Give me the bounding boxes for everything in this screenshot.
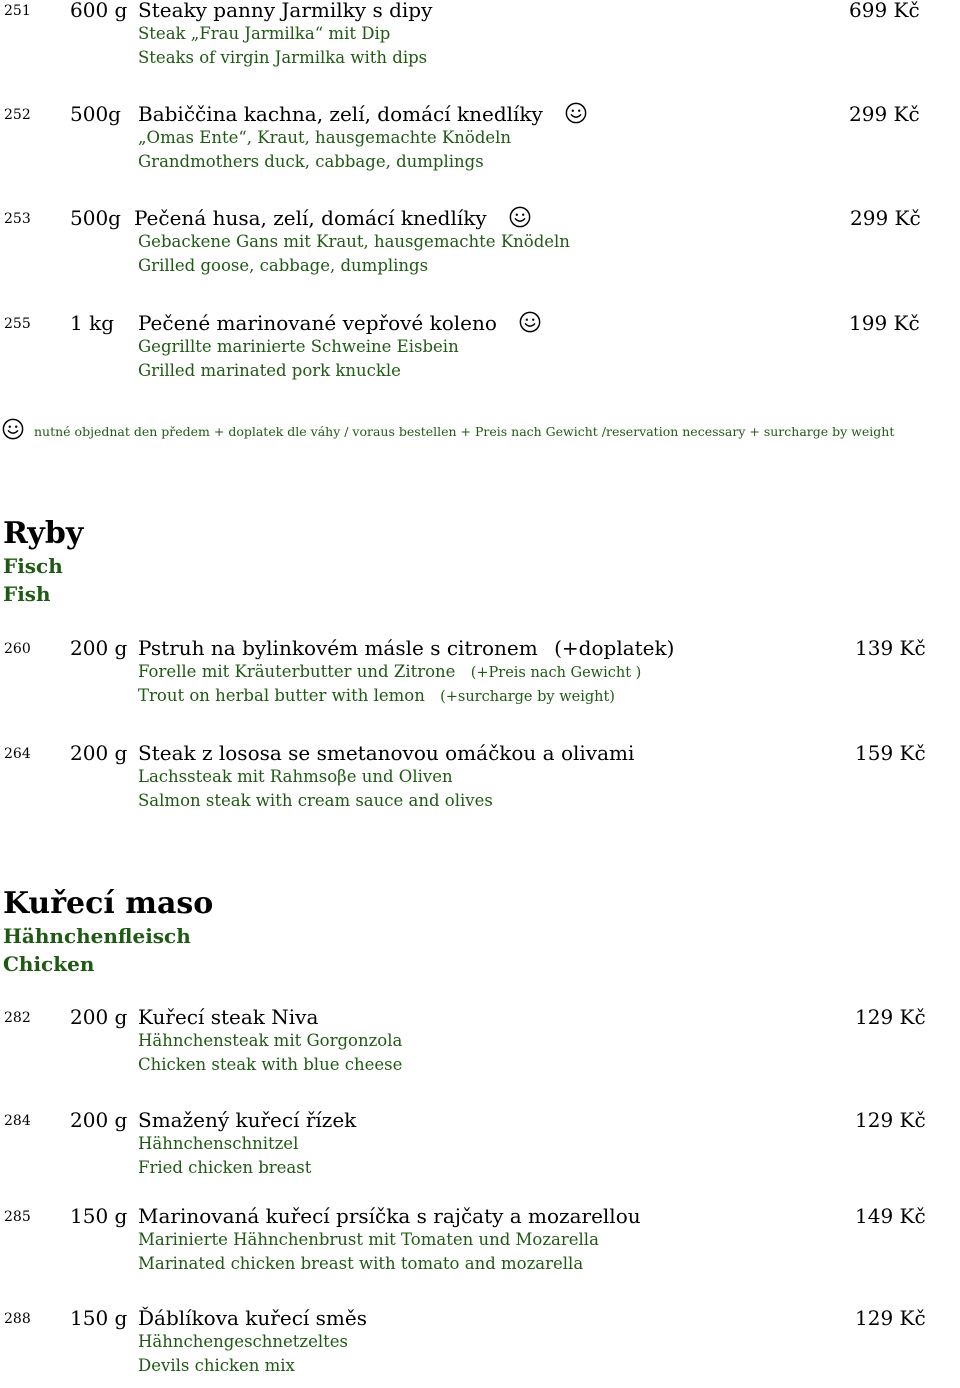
item-name-german: Gebackene Gans mit Kraut, hausgemachte Knödeln	[138, 232, 570, 251]
section-subtitle-german: Hähnchenfleisch	[3, 924, 191, 948]
item-weight: 150 g	[70, 1306, 128, 1330]
smiley-icon	[2, 418, 24, 440]
item-weight: 1 kg	[70, 311, 115, 335]
menu-item-284	[0, 1110, 960, 1190]
item-number: 255	[4, 316, 31, 332]
menu-item-264	[0, 743, 960, 823]
section-title-chicken: Kuřecí maso	[3, 886, 214, 921]
menu-item-255	[0, 313, 960, 393]
menu-item-282	[0, 1007, 960, 1087]
menu-item-285	[0, 1206, 960, 1286]
section-title-fish: Ryby	[3, 516, 84, 551]
item-name: Smažený kuřecí řízek	[138, 1108, 357, 1132]
item-name-english-wrap	[138, 686, 615, 705]
item-name-german-wrap	[138, 662, 641, 681]
item-name-wrap	[138, 102, 587, 126]
item-name-german: Hähnchensteak mit Gorgonzola	[138, 1031, 403, 1050]
item-name-wrap	[138, 311, 541, 335]
item-name-wrap	[138, 636, 674, 660]
item-name: Ďáblíkova kuřecí směs	[138, 1306, 367, 1330]
item-english-extra: (+surcharge by weight)	[440, 689, 615, 705]
item-name-german: „Omas Ente“, Kraut, hausgemachte Knödeln	[138, 128, 512, 147]
item-price: 299 Kč	[850, 206, 921, 230]
item-weight: 200 g	[70, 636, 128, 660]
item-weight: 500g	[70, 102, 121, 126]
item-weight: 600 g	[70, 0, 128, 22]
item-number: 260	[4, 641, 31, 657]
item-name-english: Steaks of virgin Jarmilka with dips	[138, 48, 428, 67]
item-name: Pečená husa, zelí, domácí knedlíky	[134, 206, 487, 230]
item-weight: 150 g	[70, 1204, 128, 1228]
section-subtitle-english: Fish	[3, 582, 51, 606]
reservation-note-text: nutné objednat den předem + doplatek dle váhy / voraus bestellen + Preis nach Gewicht /reservation necessary + surcharge by weight	[34, 424, 895, 439]
item-weight: 200 g	[70, 1108, 128, 1132]
item-name: Steaky panny Jarmilky s dipy	[138, 0, 433, 22]
menu-item-253	[0, 208, 960, 288]
item-name: Babiččina kachna, zelí, domácí knedlíky	[138, 102, 543, 126]
item-number: 251	[4, 3, 31, 19]
item-german-extra: (+Preis nach Gewicht )	[470, 665, 642, 681]
item-weight: 200 g	[70, 1005, 128, 1029]
item-price: 149 Kč	[855, 1204, 926, 1228]
item-name: Pečené marinované vepřové koleno	[138, 311, 497, 335]
section-subtitle-english: Chicken	[3, 952, 95, 976]
item-name-english: Trout on herbal butter with lemon	[138, 686, 425, 705]
menu-item-288	[0, 1308, 960, 1388]
item-number: 253	[4, 211, 31, 227]
item-name-english: Fried chicken breast	[138, 1158, 312, 1177]
item-name-german: Steak „Frau Jarmilka“ mit Dip	[138, 24, 391, 43]
item-name-german: Hähnchengeschnetzeltes	[138, 1332, 349, 1351]
item-name-english: Salmon steak with cream sauce and olives	[138, 791, 493, 810]
item-name-extra: (+doplatek)	[554, 636, 675, 660]
smiley-icon	[565, 102, 587, 124]
item-name-german: Gegrillte marinierte Schweine Eisbein	[138, 337, 459, 356]
item-name-german: Lachssteak mit Rahmsoβe und Oliven	[138, 767, 453, 786]
item-price: 139 Kč	[855, 636, 926, 660]
item-name-english: Devils chicken mix	[138, 1356, 295, 1375]
item-name-english: Chicken steak with blue cheese	[138, 1055, 403, 1074]
item-price: 129 Kč	[855, 1108, 926, 1132]
item-name-german: Forelle mit Kräuterbutter und Zitrone	[138, 662, 456, 681]
item-name-english: Grilled marinated pork knuckle	[138, 361, 401, 380]
item-price: 159 Kč	[855, 741, 926, 765]
item-name-wrap	[134, 206, 531, 230]
item-name-german: Marinierte Hähnchenbrust mit Tomaten und Mozarella	[138, 1230, 599, 1249]
item-number: 285	[4, 1209, 31, 1225]
item-price: 129 Kč	[855, 1306, 926, 1330]
item-name: Steak z lososa se smetanovou omáčkou a olivami	[138, 741, 635, 765]
item-name: Marinovaná kuřecí prsíčka s rajčaty a mozarellou	[138, 1204, 641, 1228]
item-name-english: Grilled goose, cabbage, dumplings	[138, 256, 429, 275]
menu-item-251	[0, 0, 960, 80]
section-subtitle-german: Fisch	[3, 554, 63, 578]
item-number: 282	[4, 1010, 31, 1026]
item-price: 299 Kč	[849, 102, 920, 126]
menu-item-252	[0, 104, 960, 184]
item-name-english: Grandmothers duck, cabbage, dumplings	[138, 152, 484, 171]
item-number: 288	[4, 1311, 31, 1327]
item-number: 252	[4, 107, 31, 123]
item-name: Kuřecí steak Niva	[138, 1005, 319, 1029]
smiley-icon	[509, 206, 531, 228]
item-name-english: Marinated chicken breast with tomato and mozarella	[138, 1254, 584, 1273]
item-weight: 200 g	[70, 741, 128, 765]
item-name: Pstruh na bylinkovém másle s citronem	[138, 636, 538, 660]
menu-item-260	[0, 638, 960, 718]
item-price: 129 Kč	[855, 1005, 926, 1029]
item-weight: 500g	[70, 206, 121, 230]
item-number: 264	[4, 746, 31, 762]
item-price: 699 Kč	[849, 0, 920, 22]
item-name-german: Hähnchenschnitzel	[138, 1134, 299, 1153]
item-number: 284	[4, 1113, 31, 1129]
item-price: 199 Kč	[849, 311, 920, 335]
smiley-icon	[519, 311, 541, 333]
reservation-note	[2, 418, 894, 440]
